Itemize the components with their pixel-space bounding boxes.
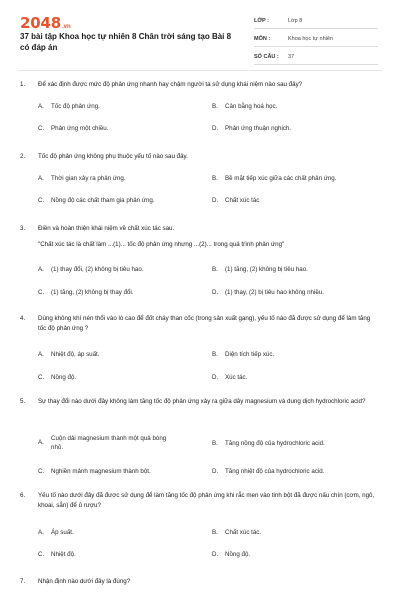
question-text: Nhận định nào dưới đây là đúng?: [38, 578, 131, 585]
option-text: Tăng nồng độ của hydrochloric acid.: [225, 440, 325, 447]
option-letter: B.: [212, 266, 218, 273]
option-letter: C.: [38, 468, 45, 475]
question-1: [20, 80, 380, 132]
question-number: 2.: [20, 153, 26, 160]
meta-row-subject: [254, 32, 378, 47]
meta-label: SỐ CÂU :: [254, 54, 279, 60]
option-d[interactable]: [212, 196, 372, 205]
option-text: Nồng độ.: [225, 551, 251, 558]
question-2: [20, 152, 380, 204]
option-c[interactable]: [38, 196, 208, 205]
option-d[interactable]: [212, 288, 382, 297]
option-text: Phản ứng thuận nghịch.: [225, 125, 292, 132]
option-c[interactable]: [38, 550, 198, 559]
question-number: 6.: [20, 492, 26, 499]
option-a[interactable]: [38, 350, 198, 359]
option-a[interactable]: [38, 434, 210, 452]
question-number: 3.: [20, 225, 26, 232]
question-text: Dùng không khí nén thổi vào lò cao để đốt cháy than cốc (trong sản xuất gang), yếu tố nào đã được sử dụng để làm tăng tốc độ phản ứng ?: [38, 315, 371, 332]
question-3: [20, 224, 380, 296]
option-text: Phản ứng một chiều.: [51, 125, 109, 132]
option-text: Tốc độ phản ứng.: [51, 103, 100, 110]
option-b[interactable]: [212, 102, 372, 111]
question-text: Để xác định được mức độ phản ứng nhanh hay chậm người ta sử dụng khái niệm nào sau đây?: [38, 81, 303, 88]
question-6: [20, 491, 380, 558]
option-letter: D.: [212, 197, 219, 204]
option-c[interactable]: [38, 467, 208, 476]
logo-domain: .vn: [61, 24, 71, 30]
option-letter: D.: [212, 374, 219, 381]
option-text: (1) tăng, (2) không bị tiêu hao.: [225, 266, 308, 273]
option-letter: D.: [212, 468, 219, 475]
meta-label: LỚP :: [254, 18, 269, 24]
option-text: Chất xúc tác: [225, 197, 260, 204]
option-text: Nồng độ các chất tham gia phản ứng.: [51, 197, 155, 204]
option-a[interactable]: [38, 102, 198, 111]
option-letter: D.: [212, 125, 219, 132]
question-statement: "Chất xúc tác là chất làm ...(1)... tốc độ phản ứng nhưng ...(2)... trong quá trình phản ứng": [38, 241, 285, 248]
option-text: Cuộn dải magnesium thành một quả bóng nhỏ.: [51, 435, 167, 451]
meta-label: MÔN :: [254, 36, 271, 42]
option-letter: A.: [38, 529, 44, 536]
option-a[interactable]: [38, 265, 208, 274]
option-letter: A.: [38, 175, 44, 182]
option-a[interactable]: [38, 528, 198, 537]
option-b[interactable]: [212, 528, 372, 537]
option-b[interactable]: [212, 174, 382, 183]
option-letter: C.: [38, 374, 45, 381]
meta-value: Khoa học tự nhiên: [288, 36, 333, 42]
option-letter: A.: [38, 266, 44, 273]
page-title: 37 bài tập Khoa học tự nhiên 8 Chân trời sáng tạo Bài 8 có đáp án: [20, 32, 232, 52]
option-d[interactable]: [212, 373, 372, 382]
question-7: [20, 577, 380, 587]
option-text: Nghiền mảnh magnesium thành bột.: [51, 468, 151, 475]
header-divider: [18, 70, 382, 71]
question-number: 1.: [20, 81, 26, 88]
option-text: Nhiệt độ, áp suất.: [51, 351, 100, 358]
option-d[interactable]: [212, 467, 382, 476]
option-letter: C.: [38, 289, 45, 296]
option-letter: C.: [38, 125, 45, 132]
option-d[interactable]: [212, 550, 372, 559]
question-5: [20, 397, 380, 475]
logo-text: 2048: [20, 14, 61, 32]
option-a[interactable]: [38, 174, 198, 183]
option-letter: D.: [212, 289, 219, 296]
option-letter: C.: [38, 197, 45, 204]
option-letter: B.: [212, 529, 218, 536]
question-text: Yếu tố nào dưới đây đã được sử dụng để làm tăng tốc độ phản ứng khi rắc men vào tinh bột đã được nấu chín (cơm, ngô, khoai, sắn) để ủ rượu?: [38, 492, 375, 509]
option-letter: A.: [38, 103, 44, 110]
option-text: Nồng độ.: [51, 374, 77, 381]
option-letter: B.: [212, 440, 218, 447]
meta-value: Lớp 8: [288, 18, 303, 24]
option-letter: A.: [38, 351, 44, 358]
question-number: 5.: [20, 398, 26, 405]
option-text: Tăng nhiệt độ của hydrochloric acid.: [225, 468, 325, 475]
meta-info: [254, 14, 378, 68]
option-d[interactable]: [212, 124, 372, 133]
option-text: (1) thay, (2) bị tiêu hao không nhiều.: [225, 289, 324, 296]
option-letter: D.: [212, 551, 219, 558]
option-text: Áp suất.: [51, 529, 74, 536]
option-letter: B.: [212, 103, 218, 110]
option-text: Chất xúc tác.: [225, 529, 262, 536]
option-b[interactable]: [212, 439, 382, 448]
option-text: Nhiệt độ.: [51, 551, 76, 558]
meta-value: 37: [288, 54, 295, 60]
option-c[interactable]: [38, 124, 198, 133]
site-logo[interactable]: [20, 14, 71, 30]
question-text: Tốc độ phản ứng không phụ thuộc yếu tố nào sau đây.: [38, 153, 188, 160]
option-c[interactable]: [38, 373, 198, 382]
option-b[interactable]: [212, 265, 382, 274]
meta-row-count: [254, 50, 378, 65]
question-number: 7.: [20, 578, 26, 585]
question-4: [20, 314, 380, 381]
option-letter: C.: [38, 551, 45, 558]
question-number: 4.: [20, 315, 26, 322]
question-text: Điền và hoàn thiện khái niệm về chất xúc tác sau.: [38, 225, 175, 232]
question-text: Sự thay đổi nào dưới đây không làm tăng tốc độ phản ứng xảy ra giữa dây magnesium và dung dịch hydrochloric acid?: [38, 398, 366, 405]
option-letter: A.: [38, 439, 44, 446]
option-c[interactable]: [38, 288, 208, 297]
option-letter: B.: [212, 175, 218, 182]
option-text: (1) tăng, (2) không bị thay đổi.: [51, 289, 134, 296]
option-letter: B.: [212, 351, 218, 358]
option-b[interactable]: [212, 350, 372, 359]
option-text: Diện tích tiếp xúc.: [225, 351, 275, 358]
option-text: Cân bằng hoá học.: [225, 103, 278, 110]
option-text: Bề mặt tiếp xúc giữa các chất phản ứng.: [225, 175, 337, 182]
meta-row-grade: [254, 14, 378, 29]
option-text: (1) thay đổi, (2) không bị tiêu hao.: [51, 266, 144, 273]
option-text: Thời gian xảy ra phản ứng.: [51, 175, 126, 182]
option-text: Xúc tác.: [225, 374, 248, 381]
